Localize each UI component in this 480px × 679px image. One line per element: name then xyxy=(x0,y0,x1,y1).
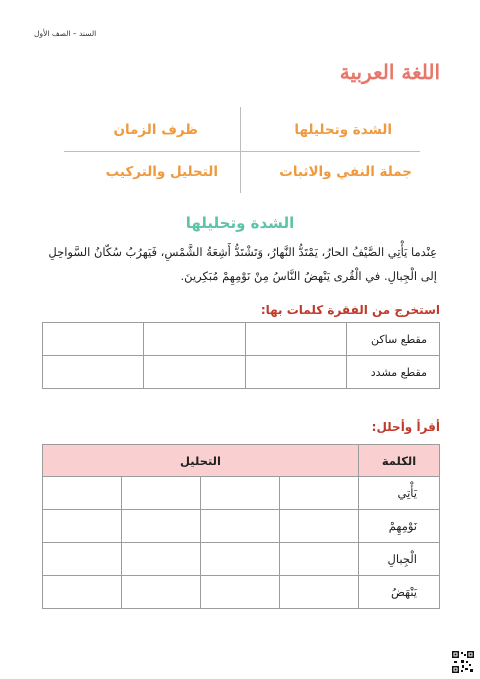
exercise1-table xyxy=(42,322,440,389)
analysis-cell[interactable] xyxy=(201,543,280,576)
table-row xyxy=(43,510,440,543)
analysis-cell[interactable] xyxy=(201,576,280,609)
analysis-cell[interactable] xyxy=(122,576,201,609)
analysis-cell[interactable] xyxy=(122,510,201,543)
analysis-cell[interactable] xyxy=(280,543,359,576)
answer-cell[interactable] xyxy=(43,323,144,356)
answer-cell[interactable] xyxy=(144,323,245,356)
analysis-cell[interactable] xyxy=(43,510,122,543)
table-row xyxy=(43,323,440,356)
table-row xyxy=(43,543,440,576)
answer-cell[interactable] xyxy=(245,356,346,389)
exercise2-table xyxy=(42,444,440,609)
analysis-cell[interactable] xyxy=(122,543,201,576)
reading-paragraph: عِنْدما يَأْتِي الصَّيْفُ الحارُ، يَمْتَدُّ النَّهارُ، وَتَشْتَدُّ أَشِعَةُ الشَّمْسِ، فَيَهرُبُ سُكّانُ السَّواحِلِ إلى الْجِبالِ. في الْقُرى يَنْهضُ النَّاسُ مِنْ نَوْمِهِمْ مُبَكِرينَ. xyxy=(48,245,437,283)
header-analysis: التحليل xyxy=(43,445,359,477)
topics-divider-vertical xyxy=(240,107,241,193)
analysis-cell[interactable] xyxy=(201,477,280,510)
subject-title: اللغة العربية xyxy=(339,60,440,84)
analysis-cell[interactable] xyxy=(280,477,359,510)
table-header-row xyxy=(43,445,440,477)
analysis-cell[interactable] xyxy=(122,477,201,510)
analysis-cell[interactable] xyxy=(201,510,280,543)
answer-cell[interactable] xyxy=(245,323,346,356)
analysis-cell[interactable] xyxy=(43,543,122,576)
word-cell: يَنْهَضُ xyxy=(359,576,440,609)
topics-divider-horizontal xyxy=(64,151,420,152)
answer-cell[interactable] xyxy=(43,356,144,389)
answer-cell[interactable] xyxy=(144,356,245,389)
table-row xyxy=(43,576,440,609)
word-cell: نَوْمِهِمْ xyxy=(359,510,440,543)
table-row xyxy=(43,356,440,389)
topic-time-adverb: ظرف الزمان xyxy=(113,122,198,138)
analysis-cell[interactable] xyxy=(43,576,122,609)
word-cell: يَأْتِي xyxy=(359,477,440,510)
topic-shadda: الشدة وتحليلها xyxy=(294,122,392,138)
header-note: السند – الصف الأول xyxy=(34,29,97,38)
section-title: الشدة وتحليلها xyxy=(185,214,295,232)
qr-code-icon xyxy=(452,651,474,673)
topic-analysis-synthesis: التحليل والتركيب xyxy=(105,164,218,180)
header-word: الكلمة xyxy=(359,445,440,477)
row-label: مقطع مشدد xyxy=(347,356,440,389)
word-cell: الْجِبالِ xyxy=(359,543,440,576)
analysis-cell[interactable] xyxy=(280,576,359,609)
topic-negation-sentence: جملة النفي والاثبات xyxy=(279,164,412,180)
table-row xyxy=(43,477,440,510)
row-label: مقطع ساكن xyxy=(347,323,440,356)
exercise1-instruction: استخرج من الفقرة كلمات بها: xyxy=(260,303,440,317)
exercise2-instruction: أقرأ وأحلل: xyxy=(371,420,440,434)
analysis-cell[interactable] xyxy=(280,510,359,543)
analysis-cell[interactable] xyxy=(43,477,122,510)
